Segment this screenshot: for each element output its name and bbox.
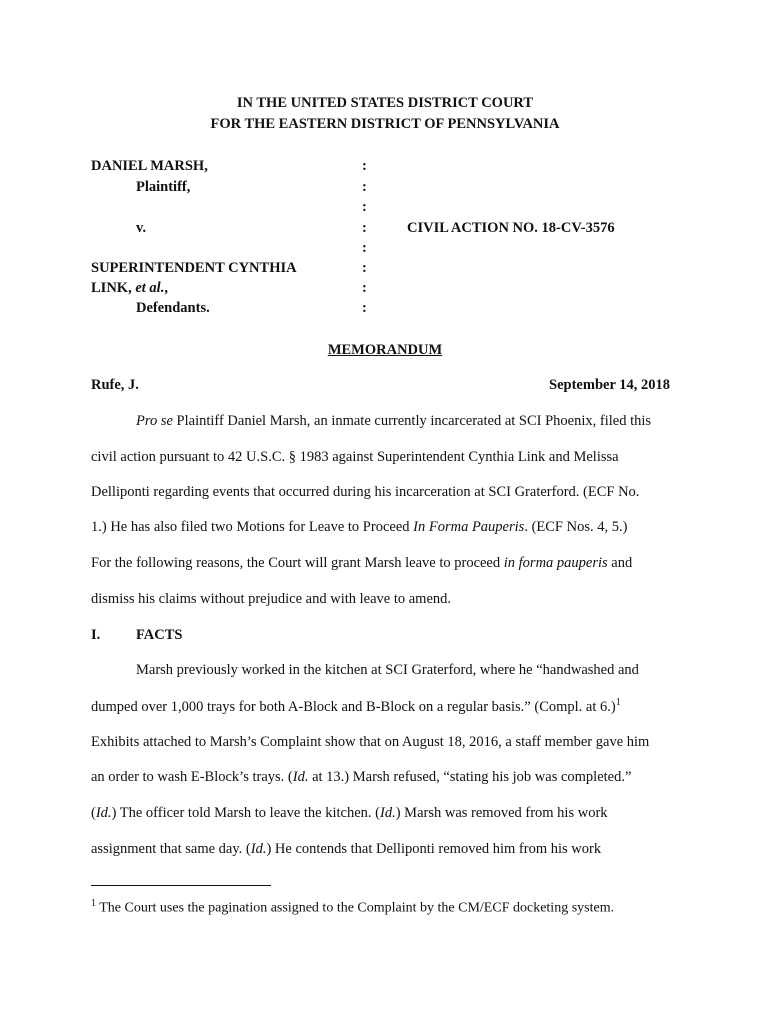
footnote-reference: 1 [615, 697, 621, 708]
caption-colon: : [362, 220, 367, 236]
judge-name: Rufe, J. [91, 377, 139, 393]
facts-line-6: assignment that same day. (Id.) He contends that Delliponti removed him from his work [91, 841, 602, 857]
defendant-line1: SUPERINTENDENT CYNTHIA [91, 260, 297, 276]
court-name-line2: FOR THE EASTERN DISTRICT OF PENNSYLVANIA [210, 116, 560, 132]
versus: v. [136, 220, 147, 236]
facts-line-2: dumped over 1,000 trays for both A-Block and B-Block on a regular basis.” (Compl. at 6.)$^1$ [91, 697, 621, 715]
intro-line-3: Delliponti regarding events that occurred during his incarceration at SCI Graterford. (ECF No. [91, 484, 640, 500]
intro-line-2: civil action pursuant to 42 U.S.C. § 1983 against Superintendent Cynthia Link and Melissa [91, 449, 619, 465]
facts-line-3: Exhibits attached to Marsh’s Complaint show that on August 18, 2016, a staff member gave him [91, 734, 650, 750]
facts-line-5: (Id.) The officer told Marsh to leave the kitchen. (Id.) Marsh was removed from his work [91, 805, 608, 821]
intro-line-1: Pro se Plaintiff Daniel Marsh, an inmate currently incarcerated at SCI Phoenix, filed this [136, 413, 652, 429]
caption-colon: : [362, 300, 367, 316]
facts-line-4: an order to wash E-Block’s trays. (Id. at 13.) Marsh refused, “stating his job was completed.” [91, 769, 632, 785]
caption-colon: : [362, 240, 367, 256]
intro-line-5: For the following reasons, the Court will grant Marsh leave to proceed in forma pauperis and [91, 555, 633, 571]
section-number: I. [91, 627, 101, 643]
facts-line-1: Marsh previously worked in the kitchen at SCI Graterford, where he “handwashed and [136, 662, 639, 678]
court-name-line1: IN THE UNITED STATES DISTRICT COURT [236, 95, 534, 111]
caption-colon: : [362, 199, 367, 215]
caption-colon: : [362, 280, 367, 296]
footnote-marker: 1 [91, 898, 96, 909]
defendant-line2: LINK, et al., [91, 280, 168, 296]
plaintiff-role: Plaintiff, [136, 179, 191, 195]
section-title: FACTS [136, 627, 183, 643]
footnote-divider [91, 885, 271, 886]
case-number: CIVIL ACTION NO. 18-CV-3576 [407, 220, 615, 236]
caption-colon: : [362, 158, 367, 174]
caption-colon: : [362, 179, 367, 195]
defendant-role: Defendants. [136, 300, 210, 316]
plaintiff-name: DANIEL MARSH, [91, 158, 208, 174]
memo-date: September 14, 2018 [549, 377, 670, 393]
intro-line-4: 1.) He has also filed two Motions for Leave to Proceed In Forma Pauperis. (ECF Nos. 4, 5.) [91, 519, 628, 535]
intro-line-6: dismiss his claims without prejudice and with leave to amend. [91, 591, 452, 607]
footnote: $^1$ The Court uses the pagination assigned to the Complaint by the CM/ECF docketing system. [91, 898, 615, 916]
memorandum-title: MEMORANDUM [327, 342, 443, 358]
caption-colon: : [362, 260, 367, 276]
